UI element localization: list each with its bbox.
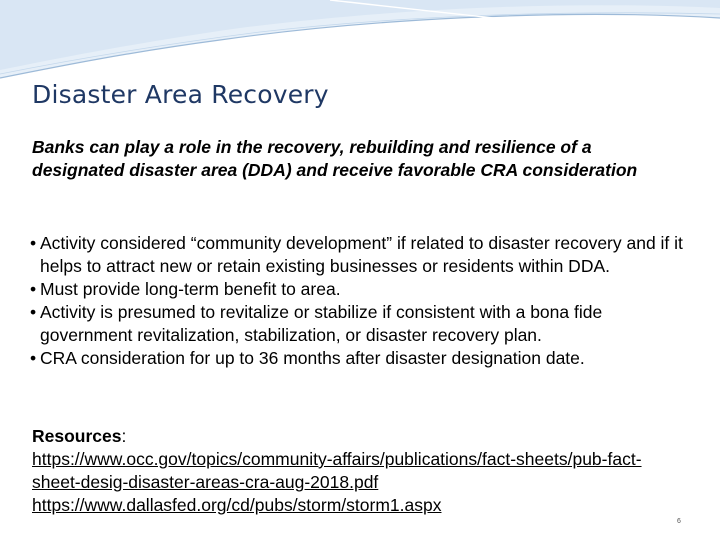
bullet-dot-icon: • (30, 279, 37, 299)
bullet-dot-icon: • (30, 302, 37, 322)
resources-heading (32, 425, 672, 448)
bullet-list (30, 232, 685, 370)
slide-subtitle: Banks can play a role in the recovery, rebuilding and resilience of a designated disaster area (DDA) and receive favorable CRA consideration (32, 137, 638, 180)
resources-section (32, 425, 672, 517)
header-swoosh-decoration (0, 0, 720, 90)
bullet-item (30, 301, 685, 347)
resources-label: Resources (32, 426, 122, 446)
bullet-text: CRA consideration for up to 36 months after disaster designation date. (40, 348, 585, 368)
bullet-item (30, 347, 685, 370)
bullet-text: Activity is presumed to revitalize or stabilize if consistent with a bona fide government revitalization, stabilization, or disaster recovery plan. (40, 302, 603, 345)
bullet-item (30, 278, 685, 301)
slide-title: Disaster Area Recovery (32, 80, 329, 109)
bullet-text: Activity considered “community development” if related to disaster recovery and if it helps to attract new or retain existing businesses or residents within DDA. (40, 233, 683, 276)
bullet-dot-icon: • (30, 233, 37, 253)
occ-fact-sheet-link[interactable]: https://www.occ.gov/topics/community-affairs/publications/fact-sheets/pub-fact-sheet-desig-disaster-areas-cra-aug-2018.pdf (32, 449, 642, 492)
page-number: 6 (677, 518, 681, 525)
dallasfed-storm-link[interactable]: https://www.dallasfed.org/cd/pubs/storm/storm1.aspx (32, 495, 442, 515)
bullet-item (30, 232, 685, 278)
bullet-text: Must provide long-term benefit to area. (40, 279, 341, 299)
bullet-dot-icon: • (30, 348, 37, 368)
resources-colon: : (121, 426, 127, 446)
